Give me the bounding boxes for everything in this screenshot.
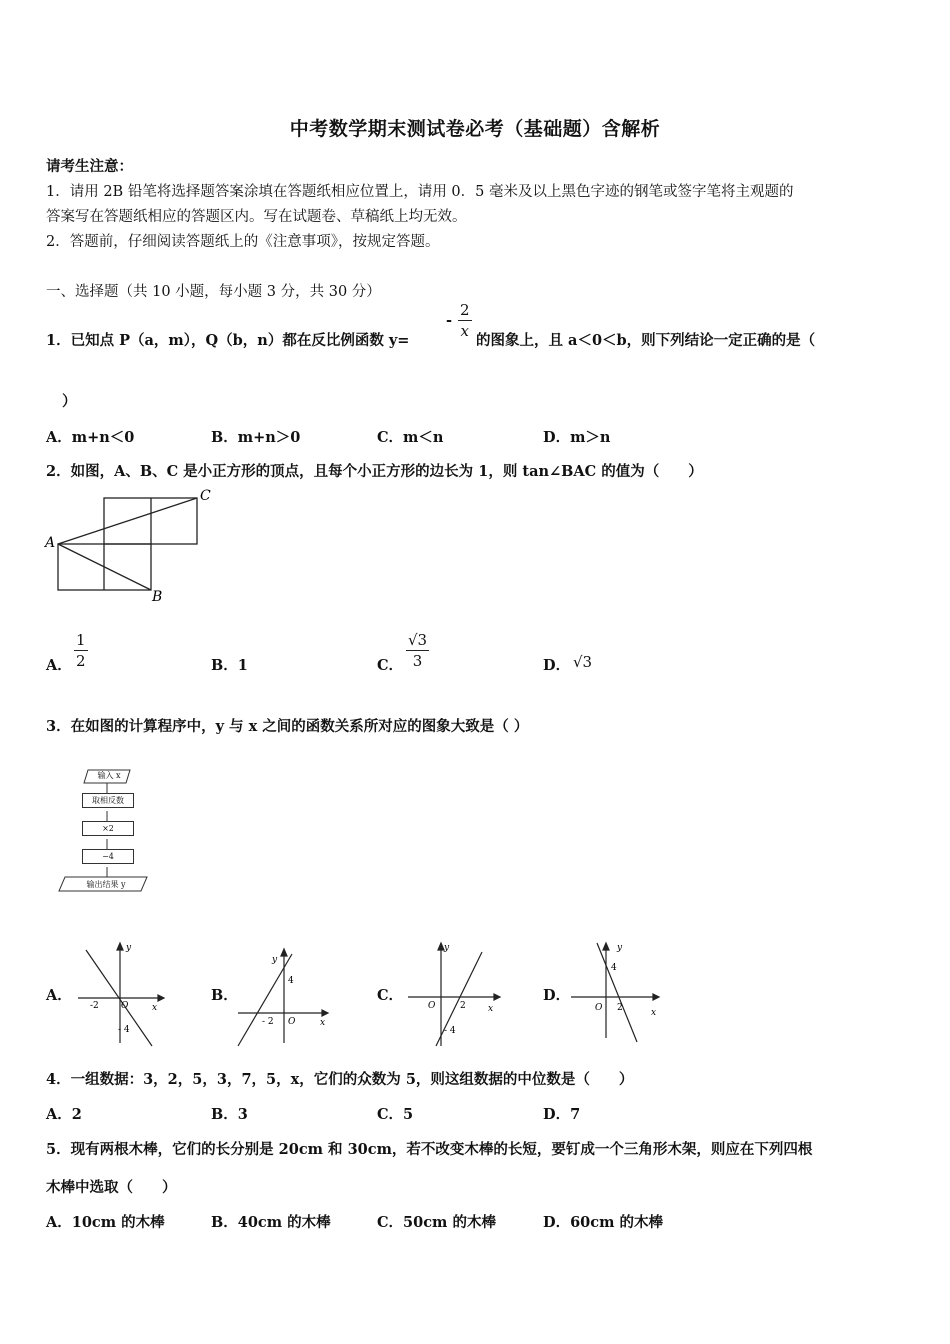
notice-heading: 请考生注意：	[46, 158, 133, 175]
y-intercept-label: - 4	[444, 1026, 456, 1036]
y-label: y	[126, 943, 132, 953]
q1-close-paren: ）	[62, 393, 77, 410]
q4-option-c: C．5	[377, 1106, 414, 1123]
y-label: y	[444, 943, 450, 953]
q1-frac-num: 2	[460, 301, 470, 319]
q1-stem-a: 1．已知点 P（a，m），Q（b，n）都在反比例函数 y=	[46, 332, 410, 349]
q3-graph-b	[232, 938, 337, 1048]
q3-option-c-label: C．	[377, 987, 404, 1004]
q4-option-b: B．3	[211, 1106, 248, 1123]
q1-option-d: D．m＞n	[543, 429, 611, 446]
y-intercept-label: 4	[611, 963, 617, 973]
q2-option-a-num: 1	[76, 631, 86, 649]
q2-option-b: B．1	[211, 657, 248, 674]
origin-label: O	[595, 1003, 603, 1013]
q1-option-a: A．m+n＜0	[46, 429, 135, 446]
y-label: y	[617, 943, 623, 953]
q2-option-c-label: C．	[377, 657, 404, 674]
flow-negate: 取相反数	[82, 793, 134, 808]
x-label: x	[651, 1008, 657, 1018]
q1-stem-b: 的图象上，且 a＜0＜b，则下列结论一定正确的是（	[476, 332, 816, 349]
q2-option-a-fraction	[74, 630, 88, 671]
y-label: y	[272, 955, 278, 965]
q2-option-d-value: √3	[573, 653, 593, 671]
q3-stem: 3．在如图的计算程序中，y 与 x 之间的函数关系所对应的图象大致是（ ）	[46, 718, 529, 735]
x-label: x	[488, 1004, 494, 1014]
x-label: x	[320, 1018, 326, 1028]
x-intercept-label: 2	[617, 1003, 623, 1013]
q4-stem: 4．一组数据：3，2，5，3，7，5，x，它们的众数为 5，则这组数据的中位数是（ ）	[46, 1071, 634, 1088]
q5-stem-a: 5．现有两根木棒，它们的长分别是 20cm 和 30cm，若不改变木棒的长短，要钉成一个三角形木架，则应在下列四根	[46, 1141, 813, 1158]
notice-line-2: 2．答题前，仔细阅读答题纸上的《注意事项》，按规定答题。	[46, 234, 440, 250]
q2-label-c: C	[200, 488, 211, 504]
x-arrow	[158, 995, 164, 1001]
q1-fraction	[458, 300, 472, 341]
q5-option-c: C．50cm 的木棒	[377, 1214, 496, 1231]
graph-line	[436, 952, 482, 1046]
q2-option-c-den: 3	[412, 652, 423, 670]
q1-option-b: B．m+n＞0	[211, 429, 301, 446]
x-label: x	[152, 1003, 158, 1013]
q2-stem: 2．如图，A、B、C 是小正方形的顶点，且每个小正方形的边长为 1，则 tan∠BAC 的值为（ ）	[46, 463, 703, 480]
x-arrow	[494, 994, 500, 1000]
q3-graph-c	[400, 938, 510, 1048]
y-arrow	[603, 943, 609, 950]
q3-graph-d	[565, 938, 675, 1048]
origin-label: O	[288, 1017, 296, 1027]
notice-line-1a: 1．请用 2B 铅笔将选择题答案涂填在答题纸相应位置上，请用 0．5 毫米及以上黑色字迹的钢笔或签字笔将主观题的	[46, 184, 794, 200]
origin-label: O	[121, 1001, 129, 1011]
q1-frac-den: x	[460, 322, 469, 340]
x-intercept-label: - 2	[262, 1017, 274, 1027]
y-intercept-label: 4	[288, 976, 294, 986]
q5-stem-b: 木棒中选取（ ）	[46, 1179, 177, 1196]
q4-option-a: A．2	[46, 1106, 82, 1123]
q4-option-d: D．7	[543, 1106, 581, 1123]
q3-option-a-label: A．	[46, 987, 72, 1004]
flow-input: 输入 x	[97, 771, 121, 780]
section-heading: 一、选择题（共 10 小题，每小题 3 分，共 30 分）	[46, 284, 381, 300]
q3-option-b-label: B．	[211, 987, 238, 1004]
q3-option-d-label: D．	[543, 987, 571, 1004]
q2-line-ac	[58, 498, 197, 544]
q5-option-b: B．40cm 的木棒	[211, 1214, 331, 1231]
y-arrow	[117, 943, 123, 950]
flow-output: 输出结果 y	[86, 880, 126, 889]
q5-option-d: D．60cm 的木棒	[543, 1214, 663, 1231]
q2-option-c-fraction	[406, 630, 429, 671]
q2-grid-figure	[40, 485, 230, 605]
q2-option-d-label: D．	[543, 657, 571, 674]
q1-minus: -	[446, 312, 453, 329]
q2-option-a-den: 2	[76, 652, 86, 670]
y-intercept-label: - 4	[118, 1025, 130, 1035]
q2-label-a: A	[45, 535, 56, 551]
x-intercept-label: -2	[90, 1001, 99, 1011]
q5-option-a: A．10cm 的木棒	[46, 1214, 165, 1231]
flow-times-two: ×2	[82, 821, 134, 836]
y-arrow	[281, 949, 287, 956]
q3-graph-a	[70, 938, 170, 1048]
q2-option-c-num: √3	[408, 631, 428, 649]
notice-line-1b: 答案写在答题纸相应的答题区内。写在试题卷、草稿纸上均无效。	[46, 209, 467, 225]
q2-option-a-label: A．	[46, 657, 72, 674]
q2-label-b: B	[152, 589, 163, 605]
graph-line	[597, 943, 637, 1042]
x-arrow	[322, 1010, 328, 1016]
x-arrow	[653, 994, 659, 1000]
x-intercept-label: 2	[460, 1001, 466, 1011]
flow-minus-four: −4	[82, 849, 134, 864]
origin-label: O	[428, 1001, 436, 1011]
q1-option-c: C．m＜n	[377, 429, 444, 446]
page-title: 中考数学期末测试卷必考（基础题）含解析	[289, 118, 661, 140]
